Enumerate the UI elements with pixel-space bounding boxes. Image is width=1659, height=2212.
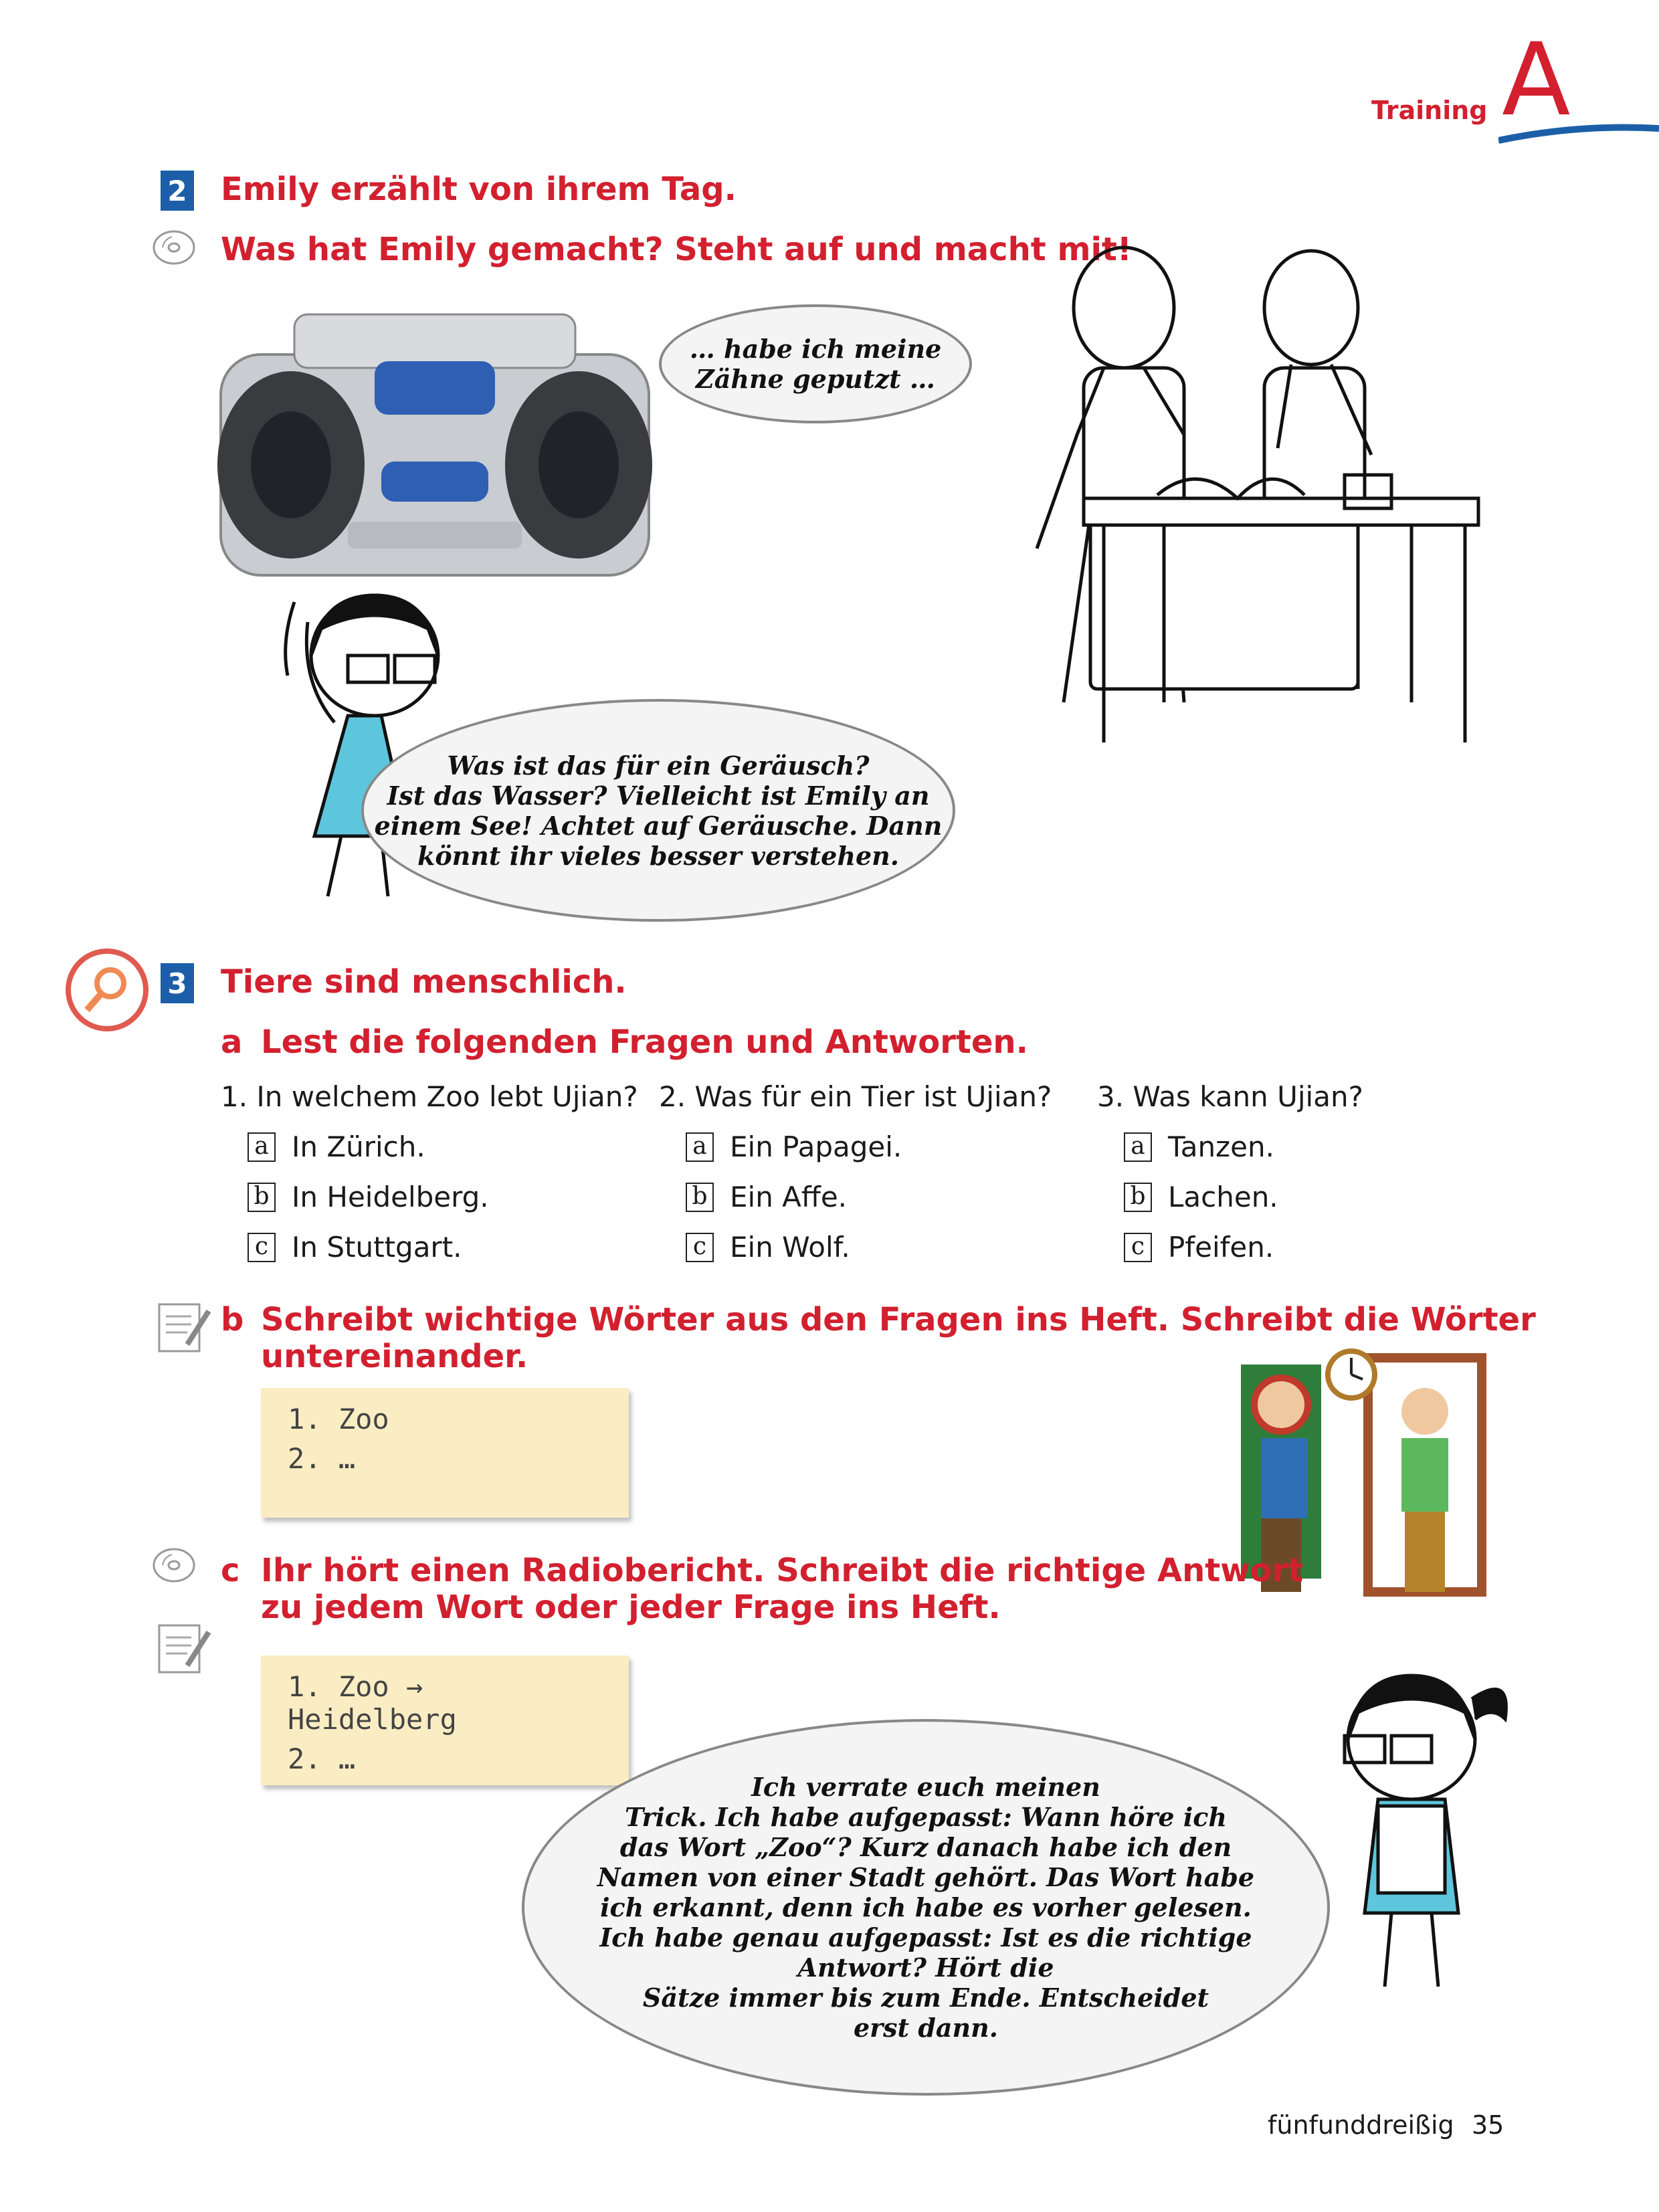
option-letter: c (1124, 1233, 1152, 1262)
page-number: 35 (1472, 2110, 1504, 2140)
notebook-note-b (261, 1388, 629, 1518)
radio-cassette-image (214, 301, 656, 582)
option-letter: a (248, 1132, 276, 1162)
option-text: Lachen. (1168, 1181, 1278, 1213)
option-letter: a (1124, 1132, 1152, 1162)
girl-mascot-2 (1325, 1659, 1525, 2007)
speech-bubble-3 (522, 1719, 1330, 2096)
option-text: In Stuttgart. (292, 1231, 462, 1264)
exercise-3-title: Tiere sind menschlich. (221, 963, 627, 1001)
answer-option[interactable] (686, 1130, 902, 1163)
strategy-magnifier-icon (64, 946, 151, 1033)
part-a-instruction: Lest die folgenden Fragen und Antworten. (261, 1023, 1028, 1061)
option-letter: c (248, 1233, 276, 1262)
option-text: In Zürich. (292, 1130, 425, 1163)
note-line: 2. … (288, 1742, 356, 1775)
part-b-letter: b (221, 1301, 244, 1338)
bubble-3-line: das Wort „Zoo“? Kurz danach habe ich den (619, 1832, 1232, 1862)
note-line: 2. … (288, 1442, 356, 1475)
bubble-3-line: Ich habe genau aufgepasst: Ist es die richtige (599, 1922, 1252, 1952)
bubble-2-line: einem See! Achtet auf Geräusche. Dann (374, 810, 943, 841)
part-c-instruction-line2: zu jedem Wort oder jeder Frage ins Heft. (261, 1589, 1001, 1626)
header-swoosh (1498, 120, 1659, 147)
part-b-instruction-line1: Schreibt wichtige Wörter aus den Fragen ins Heft. Schreibt die Wörter (261, 1301, 1536, 1338)
question-1: 1. In welchem Zoo lebt Ujian? (221, 1080, 638, 1113)
option-text: Ein Papagei. (730, 1130, 902, 1163)
option-text: Ein Affe. (730, 1181, 848, 1213)
speech-bubble-1 (659, 304, 972, 423)
option-letter: b (1124, 1183, 1152, 1212)
exercise-number-3: 3 (161, 963, 194, 1003)
bubble-3-line: erst dann. (853, 2013, 999, 2043)
answer-option[interactable] (1124, 1130, 1274, 1163)
cd-icon (151, 1545, 197, 1585)
part-c-letter: c (221, 1552, 240, 1589)
answer-option[interactable] (1124, 1181, 1278, 1213)
answer-option[interactable] (248, 1231, 462, 1264)
section-letter: A (1502, 22, 1571, 138)
option-text: Tanzen. (1168, 1130, 1274, 1163)
bubble-3-line: Ich verrate euch meinen (751, 1772, 1100, 1802)
option-letter: c (686, 1233, 714, 1262)
notebook-pencil-icon (154, 1298, 214, 1358)
students-illustration (997, 234, 1492, 756)
page-word: fünfunddreißig (1268, 2110, 1454, 2140)
notebook-note-c (261, 1655, 629, 1785)
bubble-2-line: könnt ihr vieles besser verstehen. (417, 840, 899, 871)
bubble-3-line: ich erkannt, denn ich habe es vorher gelesen. (600, 1892, 1252, 1922)
option-text: Pfeifen. (1168, 1231, 1274, 1264)
option-letter: a (686, 1132, 714, 1162)
answer-option[interactable] (1124, 1231, 1274, 1264)
option-text: In Heidelberg. (292, 1181, 489, 1213)
part-b-instruction-line2: untereinander. (261, 1338, 528, 1375)
option-text: Ein Wolf. (730, 1231, 850, 1264)
part-c-instruction-line1: Ihr hört einen Radiobericht. Schreibt die richtige Antwort (261, 1552, 1304, 1589)
option-letter: b (248, 1183, 276, 1212)
bubble-3-line: Namen von einer Stadt gehört. Das Wort habe (597, 1862, 1255, 1892)
exercise-2-instruction: Was hat Emily gemacht? Steht auf und macht mit! (221, 231, 1132, 268)
bubble-3-line: Trick. Ich habe aufgepasst: Wann höre ich (624, 1802, 1228, 1832)
question-2: 2. Was für ein Tier ist Ujian? (659, 1080, 1052, 1113)
bubble-1-line: Zähne geputzt … (696, 364, 935, 394)
section-label: Training (1371, 96, 1488, 125)
note-line: 1. Zoo (288, 1403, 389, 1435)
exercise-2-title: Emily erzählt von ihrem Tag. (221, 171, 737, 208)
bubble-1-line: … habe ich meine (689, 334, 942, 364)
option-letter: b (686, 1183, 714, 1212)
question-3: 3. Was kann Ujian? (1097, 1080, 1363, 1113)
cd-icon (151, 227, 197, 268)
bubble-3-line: Sätze immer bis zum Ende. Entscheidet (642, 1983, 1209, 2013)
bubble-2-line: Was ist das für ein Geräusch? (447, 750, 870, 781)
answer-option[interactable] (686, 1181, 847, 1213)
answer-option[interactable] (686, 1231, 850, 1264)
speech-bubble-2 (361, 699, 955, 922)
bubble-2-line: Ist das Wasser? Vielleicht ist Emily an (387, 780, 930, 811)
note-line: 1. Zoo → Heidelberg (288, 1670, 457, 1736)
answer-option[interactable] (248, 1130, 425, 1163)
answer-option[interactable] (248, 1181, 489, 1213)
bubble-3-line: Antwort? Hört die (797, 1952, 1054, 1983)
exercise-number-2: 2 (161, 171, 194, 211)
notebook-pencil-icon (154, 1619, 214, 1679)
part-a-letter: a (221, 1023, 243, 1061)
